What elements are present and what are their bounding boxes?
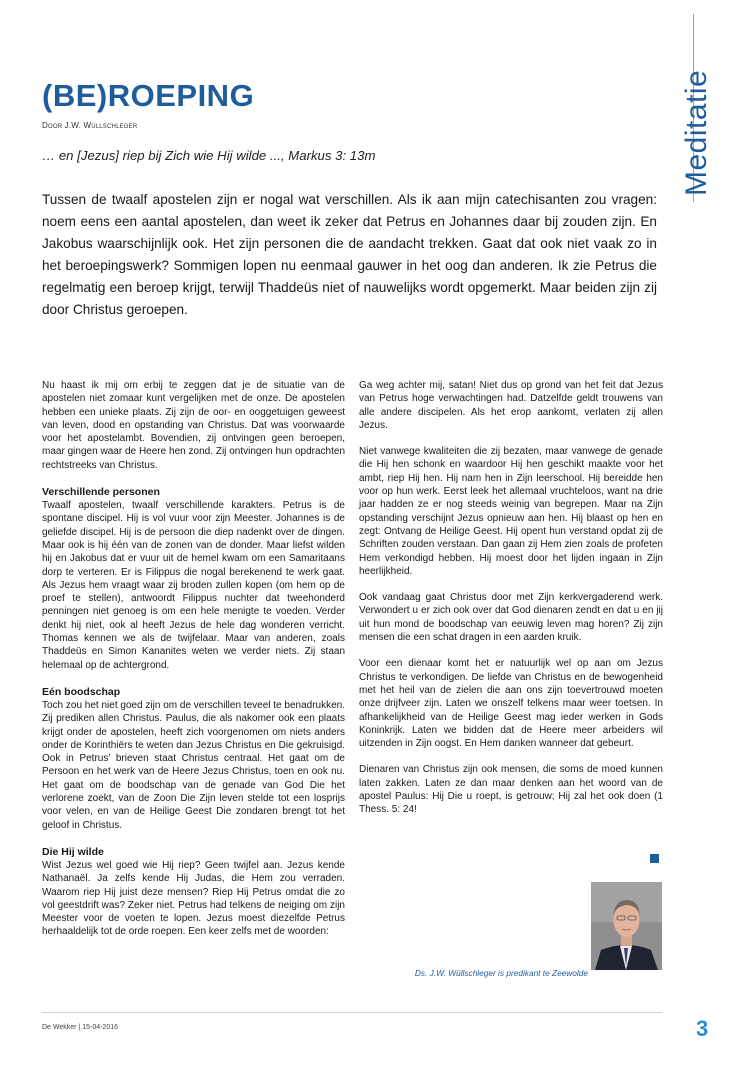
photo-caption: Ds. J.W. Wüllschleger is predikant te Zeewolde bbox=[414, 968, 588, 978]
column-left bbox=[42, 379, 345, 952]
scripture-quote: … en [Jezus] riep bij Zich wie Hij wilde ..., Markus 3: 13m bbox=[42, 148, 376, 163]
end-mark-icon bbox=[650, 854, 659, 863]
footer-divider bbox=[42, 1012, 662, 1013]
paragraph: Niet vanwege kwaliteiten die zij bezaten, maar vanwege de genade die Hij hen schonk en waardoor Hij hen geschikt maakte voor het ambt, riep Hij hen. Hij nam hen in Zijn leerschool. Hij bereidde hen voor op hun werk. Eerst leek het allemaal vruchteloos, want na drie jaar hadden ze er nog steeds weinig van begrepen. Maar na Zijn opstanding verschijnt Jezus opnieuw aan hen. Hij blaast op hen en zegt: Ontvang de Heilige Geest. Hij opent hun verstand opdat zij de Schriften zouden verstaan. Dan gaan zij Hem zien zoals de profeten Hem verkondigd hebben. Hij moest door het lijden ingaan in Zijn heerlijkheid. bbox=[359, 446, 663, 577]
article-title: (BE)ROEPING bbox=[42, 78, 255, 113]
footer-publication: De Wekker | 15-04-2016 bbox=[42, 1024, 119, 1031]
paragraph: Nu haast ik mij om erbij te zeggen dat je de situatie van de apostelen niet zomaar kunt vergelijken met de onze. De apostelen hebben een unieke plaats. Zij zijn de oor- en ooggetuigen geweest van leven, dood en opstanding van Christus. Dat was voorwaarde voor het apostelambt. Bovendien, zij ontvingen geen beroepen, maar gingen waar de Heere hen zond. Zij ontvingen hun opdrachten rechtstreeks van Christus. bbox=[42, 380, 345, 471]
page-number: 3 bbox=[696, 1016, 709, 1041]
paragraph: Dienaren van Christus zijn ook mensen, die soms de moed kunnen laten zakken. Laten ze dan maar denken aan het woord van de apostel Paulus: Hij Die u roept, is getrouw; Hij zal het ook doen (1 Thess. 5: 24! bbox=[359, 764, 663, 816]
column-right bbox=[359, 379, 663, 830]
paragraph: Ook vandaag gaat Christus door met Zijn kerkvergaderend werk. Verwondert u er zich ook over dat God dienaren zendt en dat u en jij uit hun mond de boodschap van eeuwig leven mag horen? Zij zijn mensen die een schat dragen in een aarden kruik. bbox=[359, 592, 663, 644]
intro-paragraph: Tussen de twaalf apostelen zijn er nogal wat verschillen. Als ik aan mijn catechisanten zou vragen: noem eens een aantal apostelen, dan weet ik zeker dat Petrus en Johannes daar bij zouden zijn. En Jakobus waarschijnlijk ook. Het zijn personen die de aandacht trekken. Gaat dat ook niet vaak zo in het beroepingswerk? Sommigen lopen nu eenmaal gauwer in het oog dan anderen. Ik zie Petrus die regelmatig een beroep krijgt, terwijl Thaddeüs niet of nauwelijks wordt opgemerkt. Maar beiden zijn zij door Christus geroepen. bbox=[42, 192, 657, 317]
subheading: Verschillende personen bbox=[42, 486, 160, 499]
section-label: Meditatie bbox=[680, 69, 713, 196]
subheading: Eén boodschap bbox=[42, 685, 121, 698]
paragraph: Voor een dienaar komt het er natuurlijk wel op aan om Jezus Christus te verkondigen. De liefde van Christus en de bewogenheid met het heil van de zielen die aan ons zijn toevertrouwd moeten onze drijfveer zijn. Laten we onszelf telkens maar weer toetsen. In afhankelijkheid van de Heilige Geest mag ieder werken in Gods Koninkrijk. Laten we bidden dat de Heere meer arbeiders wil uitzenden in Zijn oogst. En Hem danken wanneer dat gebeurt. bbox=[359, 658, 663, 750]
paragraph: Toch zou het niet goed zijn om de verschillen teveel te benadrukken. Zij prediken allen Christus. Paulus, die als nakomer ook een plaats krijgt onder de apostelen, heeft zich voorgenomen om niets anders onder de Korinthiërs te weten dan Jezus Christus en Die gekruisigd. Ook in Petrus’ brieven staat Christus centraal. Het gaat om de Persoon en het werk van de Heere Jezus Christus, toen en ook nu. Het gaat om de boodschap van de genade van God Die het verlorene zoekt, van de Zoon Die Zijn leven stelde tot een losprijs voor velen, en van de Heilige Geest Die zondaren brengt tot het geloof in Christus. bbox=[42, 699, 345, 831]
subheading: Die Hij wilde bbox=[42, 845, 104, 858]
byline: Door J.W. Wüllschleger bbox=[42, 121, 138, 130]
paragraph: Twaalf apostelen, twaalf verschillende karakters. Petrus is de spontane discipel. Hij is vol vuur voor zijn Meester. Johannes is de geliefde discipel. Hij is de persoon die diep nadenkt over de dingen. Maar ook is hij één van de zonen van de donder. Maar liefst wilden hij en Jakobus dat er vuur uit de hemel kwam om een Samaritaans dorp te verteren. Er is Filippus die nogal berekenend te werk gaat. Als Jezus hem vraagt waar zij broden zullen kopen (om hem op de proef te stellen), antwoordt Filippus nuchter dat tweehonderd penningen niet genoeg is om een hele menigte te voeden. Verder denkt hij niet, ook al heeft Jezus de hele dag wonderen verricht. Thomas kennen we als de twijfelaar. Maar van anderen, zoals Thaddeüs en Simon Kananites weten we verder niets. Zij staan helemaal op de achtergrond. bbox=[42, 500, 345, 671]
paragraph: Ga weg achter mij, satan! Niet dus op grond van het feit dat Jezus van Petrus hoge verwachtingen had. Datzelfde geldt trouwens van alle andere discipelen. Als het erop aankomt, verlaten zij allen Jezus. bbox=[359, 380, 663, 431]
author-photo bbox=[591, 882, 662, 970]
paragraph: Wist Jezus wel goed wie Hij riep? Geen twijfel aan. Jezus kende Nathanaël. Ja zelfs kende Hij Judas, die Hem zou verraden. Waarom riep Hij juist deze mensen? Riep Hij Petrus omdat die zo vol geestdrift was? Zeker niet. Petrus had telkens de neiging om zijn Meester voor de voeten te lopen. Jezus moest diezelfde Petrus herhaaldelijk tot de orde roepen. Een keer zelfs met de woorden: bbox=[42, 859, 345, 938]
